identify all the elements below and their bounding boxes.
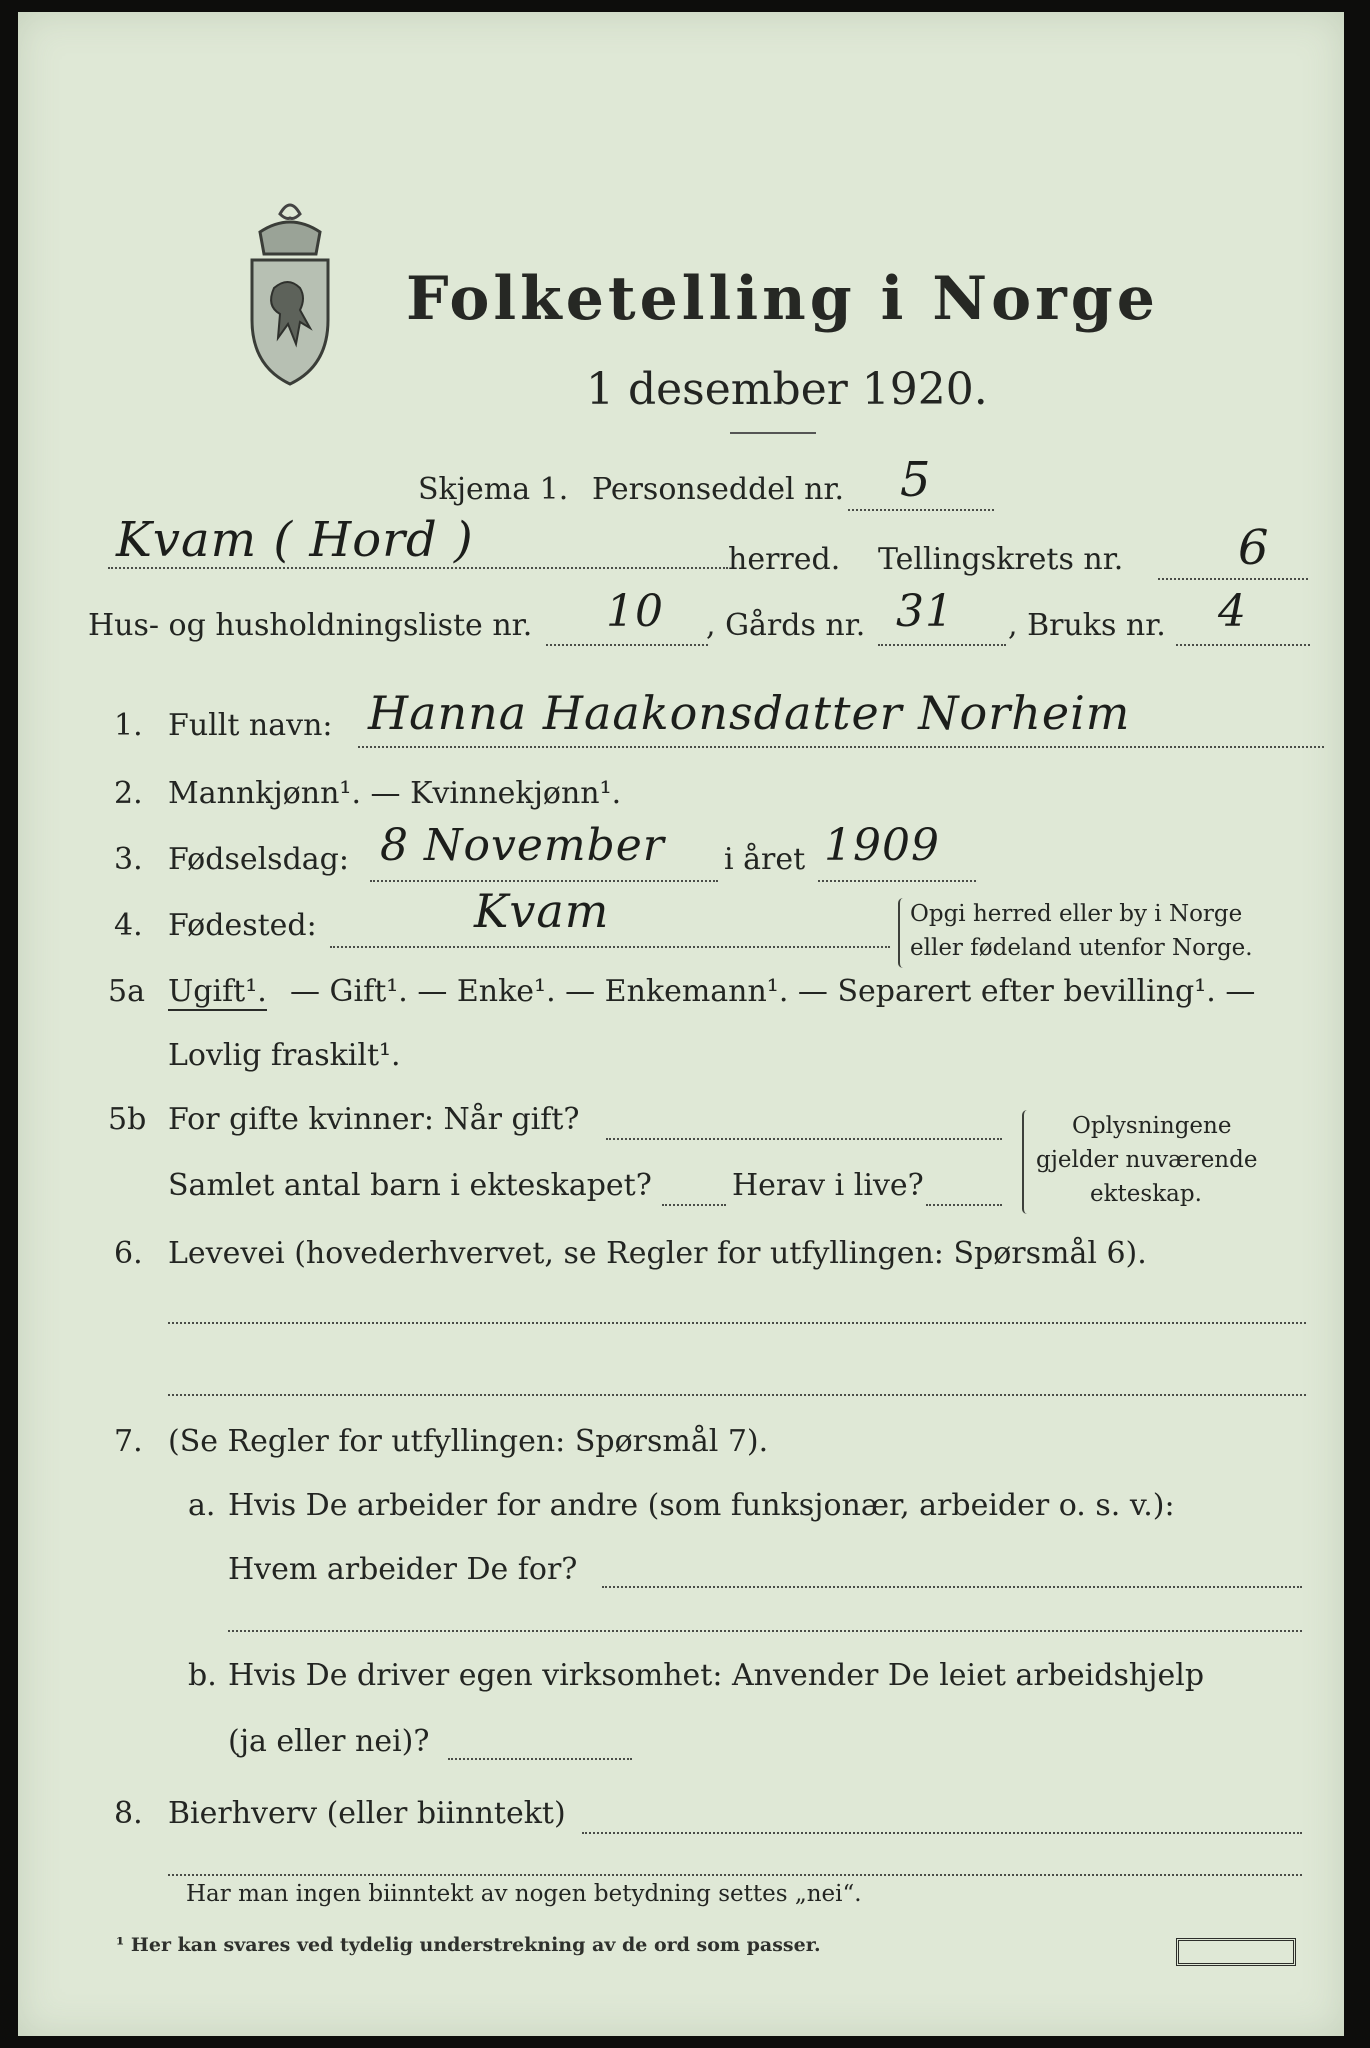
tellingskrets-line xyxy=(1158,578,1308,580)
q5a-ugift-underlined[interactable]: Ugift¹. xyxy=(168,974,267,1009)
q7a-label: Hvis De arbeider for andre (som funksjonær, arbeider o. s. v.): xyxy=(228,1488,1175,1523)
q3-year-line xyxy=(818,880,976,882)
q8-line-2 xyxy=(168,1874,1302,1876)
q4-value[interactable]: Kvam xyxy=(474,884,610,938)
form-title: Folketelling i Norge xyxy=(406,264,1159,334)
q5b-children-line xyxy=(662,1204,726,1206)
bruks-label: , Bruks nr. xyxy=(1008,608,1166,643)
q3-value[interactable]: 8 November xyxy=(380,820,665,871)
q3-label: Fødselsdag: xyxy=(168,842,349,877)
q3-number: 3. xyxy=(114,842,143,877)
q2-number: 2. xyxy=(114,776,143,811)
tellingskrets-label: Tellingskrets nr. xyxy=(878,542,1124,577)
gards-line xyxy=(878,644,1006,646)
q7b-label: Hvis De driver egen virksomhet: Anvender De leiet arbeidshjelp xyxy=(228,1658,1205,1693)
q4-line xyxy=(330,946,890,948)
q5a-options: — Gift¹. — Enke¹. — Enkemann¹. — Separert efter bevilling¹. — xyxy=(290,974,1256,1009)
q6-number: 6. xyxy=(114,1236,143,1271)
q5b-brace xyxy=(1022,1110,1032,1214)
bruks-value[interactable]: 4 xyxy=(1218,586,1247,637)
personseddel-value[interactable]: 5 xyxy=(900,452,932,508)
q4-brace xyxy=(898,898,908,968)
herred-label: herred. xyxy=(728,542,841,577)
q5b-number: 5b xyxy=(108,1102,147,1137)
q7-number: 7. xyxy=(114,1424,143,1459)
q5b-note-2: gjelder nuværende xyxy=(1036,1147,1258,1173)
title-rule xyxy=(730,432,816,434)
q5b-note-3: ekteskap. xyxy=(1090,1181,1202,1207)
herred-value[interactable]: Kvam ( Hord ) xyxy=(116,512,474,568)
gards-value[interactable]: 31 xyxy=(896,586,954,637)
census-date: 1 desember 1920. xyxy=(586,364,988,415)
q1-value[interactable]: Hanna Haakonsdatter Norheim xyxy=(368,686,1131,740)
q4-number: 4. xyxy=(114,908,143,943)
q5b-label-2: Samlet antal barn i ekteskapet? xyxy=(168,1168,652,1203)
q7a-line-2 xyxy=(228,1630,1302,1632)
q5a-line2: Lovlig fraskilt¹. xyxy=(168,1038,401,1073)
q8-note: Har man ingen biinntekt av nogen betydning settes „nei“. xyxy=(186,1881,862,1907)
q5b-alive-line xyxy=(926,1204,1002,1206)
q6-line-1 xyxy=(168,1322,1306,1324)
norway-coat-of-arms-icon xyxy=(242,192,338,402)
husliste-label: Hus- og husholdningsliste nr. xyxy=(88,608,533,643)
q5b-note-1: Oplysningene xyxy=(1072,1113,1232,1139)
q2-label: Mannkjønn¹. — Kvinnekjønn¹. xyxy=(168,776,622,811)
q7a-letter: a. xyxy=(188,1488,216,1523)
tellingskrets-value[interactable]: 6 xyxy=(1238,520,1270,576)
q6-label: Levevei (hovederhvervet, se Regler for utfyllingen: Spørsmål 6). xyxy=(168,1236,1147,1271)
q4-note-2: eller fødeland utenfor Norge. xyxy=(910,935,1253,961)
q8-label: Bierhverv (eller biinntekt) xyxy=(168,1796,566,1831)
skjema-label: Skjema 1. xyxy=(418,472,569,507)
q5b-married-line xyxy=(606,1138,1002,1140)
q5b-label-1: For gifte kvinner: Når gift? xyxy=(168,1102,580,1137)
q8-number: 8. xyxy=(114,1796,143,1831)
q7a-line-1 xyxy=(602,1586,1302,1588)
q1-label: Fullt navn: xyxy=(168,708,333,743)
bruks-line xyxy=(1176,644,1310,646)
q7a-label-2: Hvem arbeider De for? xyxy=(228,1552,578,1587)
census-form-paper xyxy=(18,12,1344,2036)
q3-line xyxy=(370,880,718,882)
husliste-value[interactable]: 10 xyxy=(606,586,664,637)
q3-year-value[interactable]: 1909 xyxy=(824,820,940,871)
personseddel-label: Personseddel nr. xyxy=(592,472,845,507)
personseddel-line xyxy=(848,509,994,511)
q6-line-2 xyxy=(168,1394,1306,1396)
gards-label: , Gårds nr. xyxy=(706,608,866,643)
q5a-number: 5a xyxy=(108,974,145,1009)
q7b-label-2: (ja eller nei)? xyxy=(228,1724,430,1759)
q1-number: 1. xyxy=(114,708,143,743)
printer-stamp xyxy=(1176,1938,1296,1966)
q8-line-1 xyxy=(582,1832,1302,1834)
q7-label: (Se Regler for utfyllingen: Spørsmål 7). xyxy=(168,1424,769,1459)
q3-year-label: i året xyxy=(724,842,806,877)
husliste-line xyxy=(546,644,708,646)
q5b-label-3: Herav i live? xyxy=(732,1168,924,1203)
q1-line xyxy=(358,746,1324,748)
footnote: ¹ Her kan svares ved tydelig understrekning av de ord som passer. xyxy=(116,1934,821,1956)
q7b-letter: b. xyxy=(188,1658,217,1693)
q4-label: Fødested: xyxy=(168,908,317,943)
q7b-line xyxy=(448,1758,632,1760)
q4-note-1: Opgi herred eller by i Norge xyxy=(910,901,1243,927)
